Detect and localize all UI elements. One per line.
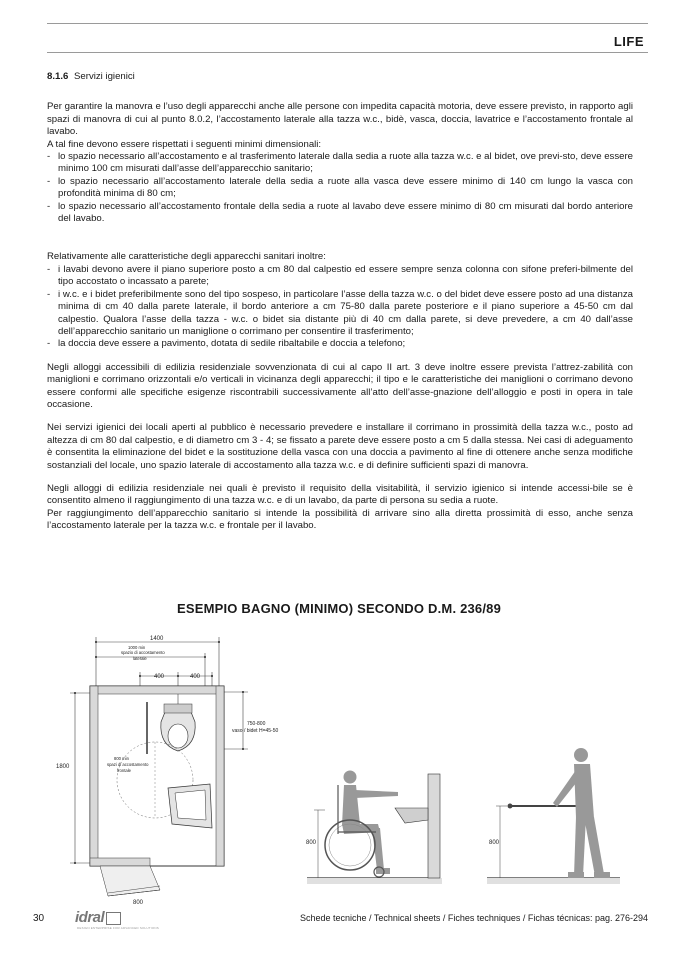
document-body — [47, 71, 633, 533]
dim-800-rail: 800 — [489, 840, 500, 846]
standing-rail-section — [487, 748, 620, 884]
bathroom-plan — [90, 686, 224, 896]
paragraph-visitabilita: Negli alloggi di edilizia residenziale nei quali è previsto il requisito della visitabilità, il servizio igienico si intende accessi-bile se è consentito almeno il raggiungimento di una tazza w.c. e di un lavabo, da parte di persona su sedia a ruote. — [47, 482, 633, 507]
logo-tagline: DESIGN ENTERPRISE FOR ADVANCED SOLUTIONS — [77, 926, 159, 930]
header-rule-bottom — [47, 52, 648, 53]
page-number: 30 — [33, 913, 45, 924]
dim-800-wheel: 800 — [306, 840, 317, 846]
list-item: - i lavabi devono avere il piano superiore posto a cm 80 dal calpestio ed essere sempre senza colonna con sifone preferi-bilmente del tipo accostato o incassato a parete; — [47, 264, 633, 289]
logo-text: idral — [75, 909, 105, 926]
dim-800min-c: frontale — [117, 768, 131, 773]
logo-mark-icon — [106, 912, 121, 925]
idral-logo — [75, 909, 121, 926]
dim-1000-c: laterale — [133, 656, 147, 661]
dim-1000-b: spazio di accostamento — [121, 650, 165, 655]
fixtures-list — [47, 264, 633, 351]
dim-800min-b: spazi di accostamento — [107, 762, 149, 767]
figure-title: ESEMPIO BAGNO (MINIMO) SECONDO D.M. 236/89 — [176, 601, 502, 616]
paragraph-alloggi: Negli alloggi accessibili di edilizia residenziale sovvenzionata di cui al capo II art. 3 deve inoltre essere prevista l’attrez-zabilità con maniglioni e corrimano orizzontali e/o verticali in vicinanza degli apparecchi; il tipo e le caratteristiche dei maniglioni o corrimano devono essere conformi alle specifiche esigenze riscontrabili successivamente all’atto dell’asse-gnazione dell’alloggio e posti in opera in tale occasione. — [47, 361, 633, 410]
list-item: - lo spazio necessario all’accostamento frontale della sedia a ruote al lavabo deve essere minimo di 80 cm misurati dal bordo anteriore del lavabo. — [47, 201, 633, 226]
list-item: - la doccia deve essere a pavimento, dotata di sedile ribaltabile e doccia a telefono; — [47, 338, 633, 350]
dim-750-b: vaso / bidet H=45-50 — [232, 728, 279, 734]
dim-750-a: 750-800 — [247, 721, 266, 727]
section-heading — [47, 71, 633, 83]
header-rule-top — [47, 23, 648, 24]
technical-sheets-reference: Schede tecniche / Technical sheets / Fiches techniques / Fichas técnicas: pag. 276-294 — [299, 913, 648, 923]
bathroom-drawings — [0, 620, 678, 910]
paragraph-raggiungimento: Per raggiungimento dell’apparecchio sanitario si intende la possibilità di arrivare sino alla diretta prossimità di esso, anche senza l’accostamento laterale per la tazza w.c. e frontale per il lavabo. — [47, 507, 633, 532]
list-item: - i w.c. e i bidet preferibilmente sono del tipo sospeso, in particolare l’asse della tazza w.c. o del bidet deve essere posto ad una distanza minima di cm 40 dalla parete laterale, il bordo anteriore a cm 75-80 dalla parete posteriore e il piano superiore a 45-50 cm dal calpestio. Qualora l’asse della tazza - w.c. o bidet sia distante più di 40 cm dalla parete, si deve prevedere, a cm 40 dall’asse dell’apparecchio sanitario un maniglione o corrimano per consentire il trasferimento; — [47, 289, 633, 339]
intro-minimums: A tal fine devono essere rispettati i seguenti minimi dimensionali: — [47, 138, 322, 150]
fixtures-intro: Relativamente alle caratteristiche degli apparecchi sanitari inoltre: — [47, 251, 326, 263]
list-item: - lo spazio necessario all’accostamento laterale della sedia a ruote alla vasca deve essere minimo di 140 cm lungo la vasca con profondità minima di 80 cm; — [47, 176, 633, 201]
dim-1000-a: 1000 min — [128, 645, 146, 650]
wheelchair-section — [307, 771, 442, 885]
dim-800min-a: 800 min — [114, 756, 129, 761]
dim-400-a: 400 — [154, 674, 165, 680]
dim-800-bottom: 800 — [133, 900, 144, 906]
header-title: LIFE — [613, 34, 644, 49]
list-item: - lo spazio necessario all’accostamento e al trasferimento laterale dalla sedia a ruote alla tazza w.c. e al bidet, ove previ-sto, deve essere minimo 100 cm misurati dall’asse dell’apparecchio sanitario; — [47, 151, 633, 176]
section-title: Servizi igienici — [74, 71, 135, 82]
section-number: 8.1.6 — [47, 71, 69, 82]
dim-1800: 1800 — [56, 764, 70, 770]
paragraph-pubblici: Nei servizi igienici dei locali aperti al pubblico è necessario prevedere e installare il corrimano in prossimità della tazza w.c., posto ad altezza di cm 80 dal calpestio, e di diametro cm 3 - 4; se fissato a parete deve essere posto a cm 5 dalla stessa. Nei casi di adeguamento è consentita la eliminazione del bidet e la sostituzione della vasca con una doccia a pavimento al fine di ottenere anche senza modifiche sostanziali del locale, uno spazio laterale di accostamento alla tazza w.c. e di definire sufficienti spazi di manovra. — [47, 422, 633, 471]
minimums-list — [47, 151, 633, 225]
dim-400-b: 400 — [190, 674, 201, 680]
intro-paragraph: Per garantire la manovra e l’uso degli apparecchi anche alle persone con impedita capacità motoria, deve essere previsto, in rapporto agli spazi di manovra di cui al punto 8.0.2, l’accostamento laterale alla tazza w.c., bidè, vasca, doccia, lavatrice e l’accostamento frontale al lavabo. — [47, 101, 633, 138]
dim-1400: 1400 — [150, 636, 164, 642]
